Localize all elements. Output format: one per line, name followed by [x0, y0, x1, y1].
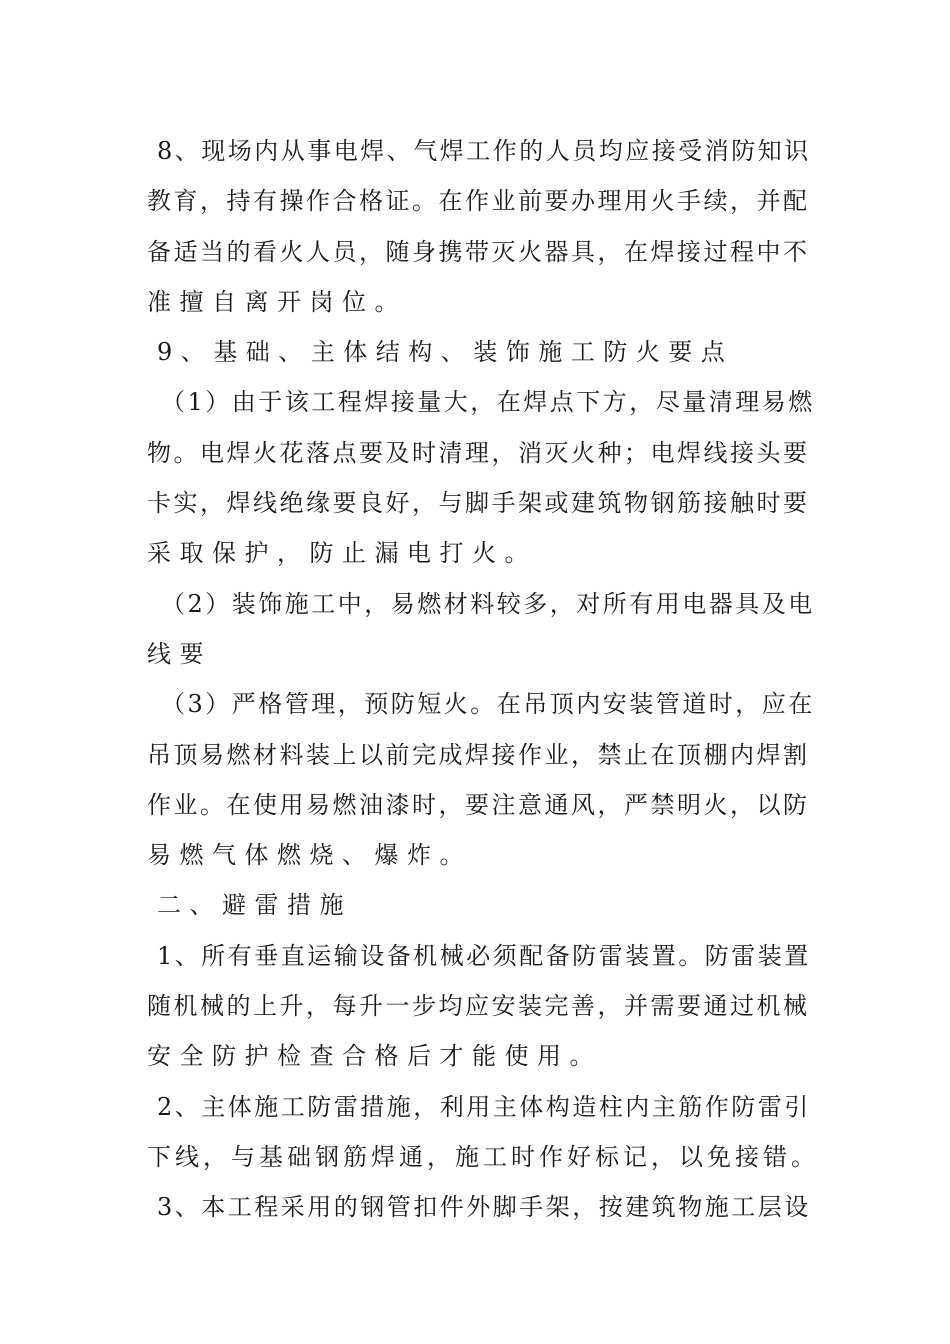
lightning-item-1-line-1: 1、所有垂直运输设备机械必须配备防雷装置。防雷装置 [157, 941, 811, 970]
paragraph-9-heading: 9、基础、主体结构、装饰施工防火要点 [157, 338, 734, 367]
item-2-line-2: 线要 [147, 639, 212, 668]
item-3-line-2: 吊顶易燃材料装上以前完成焊接作业，禁止在顶棚内焊割 [147, 740, 810, 769]
item-1-line-3: 卡实，焊线绝缘要良好，与脚手架或建筑物钢筋接触时要 [147, 489, 810, 518]
item-3-line-4: 易燃气体燃烧、爆炸。 [147, 841, 472, 870]
paragraph-8-line-3: 备适当的看火人员，随身携带灭火器具，在焊接过程中不 [147, 237, 810, 266]
lightning-item-2-line-1: 2、主体施工防雷措施，利用主体构造柱内主筋作防雷引 [157, 1092, 811, 1121]
lightning-item-1-line-2: 随机械的上升，每升一步均应安装完善，并需要通过机械 [147, 992, 810, 1021]
section-heading-lightning: 二、避雷措施 [157, 891, 352, 920]
lightning-item-1-line-3: 安全防护检查合格后才能使用。 [147, 1042, 602, 1071]
item-1-line-4: 采取保护，防止漏电打火。 [147, 539, 537, 568]
item-1-line-1: （1）由于该工程焊接量大，在焊点下方，尽量清理易燃 [161, 388, 815, 417]
item-2-line-1: （2）装饰施工中，易燃材料较多，对所有用电器具及电 [161, 589, 815, 618]
item-3-line-3: 作业。在使用易燃油漆时，要注意通风，严禁明火，以防 [147, 790, 810, 819]
lightning-item-2-line-2: 下线，与基础钢筋焊通，施工时作好标记，以免接错。 [147, 1142, 819, 1171]
lightning-item-3-line-1: 3、本工程采用的钢管扣件外脚手架，按建筑物施工层设 [157, 1193, 811, 1222]
paragraph-8-line-4: 准擅自离开岗位。 [147, 287, 407, 316]
item-1-line-2: 物。电焊火花落点要及时清理，消灭火种；电焊线接头要 [147, 438, 810, 467]
paragraph-8-line-2: 教育，持有操作合格证。在作业前要办理用火手续，并配 [147, 187, 810, 216]
paragraph-8-line-1: 8、现场内从事电焊、气焊工作的人员均应接受消防知识 [157, 137, 811, 165]
document-body [147, 126, 819, 1233]
item-3-line-1: （3）严格管理，预防短火。在吊顶内安装管道时，应在 [161, 690, 815, 719]
